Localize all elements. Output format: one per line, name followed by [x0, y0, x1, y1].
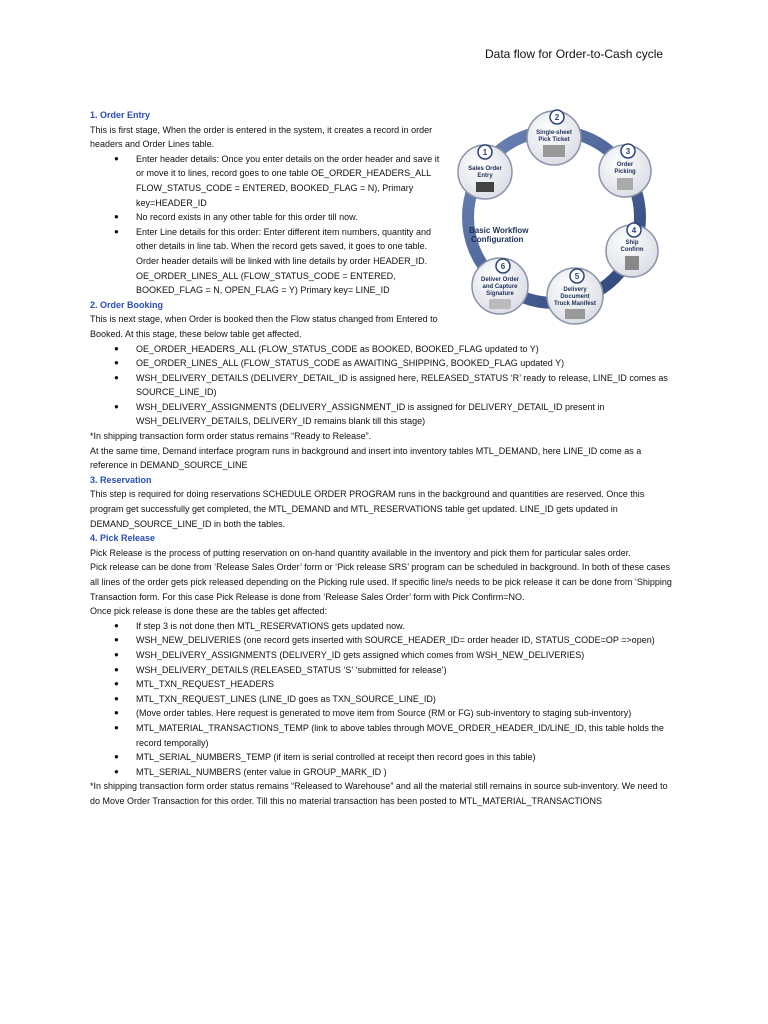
svg-text:Entry: Entry	[477, 173, 493, 179]
section-heading: 2. Order Booking	[90, 299, 164, 310]
list-item: ● WSH_DELIVERY_DETAILS (RELEASED_STATUS ‘S’ ‘submitted for release’)	[136, 663, 680, 678]
svg-text:Truck Manifest: Truck Manifest	[553, 301, 597, 307]
list-item: ● WSH_DELIVERY_DETAILS (DELIVERY_DETAIL_ID is assigned here, RELEASED_STATUS ‘R’ ready to release, LINE_ID comes as SOURCE_LINE_ID)	[136, 371, 680, 400]
list-item: ● (Move order tables. Here request is generated to move item from Source (RM or FG) sub-inventory to staging sub-inventory)	[136, 706, 680, 721]
svg-text:Signature: Signature	[486, 291, 514, 297]
svg-text:1: 1	[482, 148, 488, 157]
svg-text:Picking: Picking	[614, 169, 636, 175]
list-item: ● MTL_SERIAL_NUMBERS_TEMP (if item is serial controlled at receipt then record goes in this table)	[136, 750, 680, 765]
svg-text:2: 2	[554, 113, 560, 122]
list-item: ● Enter header details: Once you enter details on the order header and save it or move it to lines, record goes to one table OE_ORDER_HEADERS_ALL FLOW_STATUS_CODE = ENTERED, BOOKED_FLAG = N), Primary key=HEADER_ID	[136, 152, 442, 210]
paragraph: This is next stage, when Order is booked then the Flow status changed from Entered to Booked. At this stage, these below table get affected.	[90, 314, 438, 339]
list-item: ● MTL_TXN_REQUEST_HEADERS	[136, 677, 680, 692]
section-heading: 1. Order Entry	[90, 110, 151, 120]
list-item: ● WSH_DELIVERY_ASSIGNMENTS (DELIVERY_ASSIGNMENT_ID is assigned for DELIVERY_DETAIL_ID present in WSH_DELIVERY_DETAILS, DELIVERY_ID remains blank till this stage)	[136, 400, 680, 429]
svg-text:and Capture: and Capture	[482, 284, 518, 290]
list-item: ● MTL_MATERIAL_TRANSACTIONS_TEMP (link to above tables through MOVE_ORDER_HEADER_ID/LINE_ID, this table holds the record temporally)	[136, 721, 680, 750]
list-item: ● No record exists in any other table for this order till now.	[136, 210, 442, 225]
list-item: ● WSH_DELIVERY_ASSIGNMENTS (DELIVERY_ID gets assigned which comes from WSH_NEW_DELIVERIES)	[136, 648, 680, 663]
bullet-list	[90, 342, 680, 430]
section-pick-release	[90, 531, 680, 808]
svg-text:Pick Ticket: Pick Ticket	[538, 137, 570, 143]
paragraph: This step is required for doing reservations SCHEDULE ORDER PROGRAM runs in the background and quantities are reserved. Once this program get successfully get completed, the MTL_DEMAND and MTL_RESERVATIONS table get updated. LINE_ID gets updated in DEMAND_SOURCE_LINE_ID in both the tables.	[90, 489, 645, 529]
bullet-list	[90, 619, 680, 780]
paragraph: *In shipping transaction form order status remains “Released to Warehouse” and all the material still remains in source sub-inventory. We need to do Move Order Transaction for this order. Till this no material transaction has been posted to MTL_MATERIAL_TRANSACTIONS	[90, 781, 668, 806]
svg-text:Sales Order: Sales Order	[468, 166, 502, 172]
svg-text:Document: Document	[560, 294, 590, 300]
list-item: ● OE_ORDER_HEADERS_ALL (FLOW_STATUS_CODE as BOOKED, BOOKED_FLAG updated to Y)	[136, 342, 680, 357]
document-body	[90, 108, 680, 809]
page-title: Data flow for Order-to-Cash cycle	[485, 47, 664, 61]
center-label-1: Basic Workflow	[469, 226, 529, 235]
paragraph: At the same time, Demand interface program runs in background and insert into inventory tables MTL_DEMAND, here LINE_ID come as a reference in DEMAND_SOURCE_LINE	[90, 445, 642, 471]
section-order-booking	[90, 342, 680, 473]
section-reservation	[90, 473, 680, 531]
bullet-list	[90, 152, 442, 298]
svg-text:3: 3	[625, 147, 631, 156]
list-item: ● OE_ORDER_LINES_ALL (FLOW_STATUS_CODE as AWAITING_SHIPPING, BOOKED_FLAG updated Y)	[136, 356, 680, 371]
paragraph: This is first stage, When the order is entered in the system, it creates a record in order headers and Order Lines table.	[90, 124, 433, 150]
section-heading: 4. Pick Release	[90, 533, 156, 544]
paragraph: Pick release can be done from ‘Release Sales Order’ form or ‘Pick release SRS’ program can be scheduled in background. In both of these cases all lines of the order gets pick released depending on the Picking rule used. If specific line/s needs to be pick release it can be done from ‘Shipping Transaction form. For this case Pick Release is done from ‘Release Sales Order’ form with Pick Confirm=NO.	[90, 562, 672, 602]
list-item: ● If step 3 is not done then MTL_RESERVATIONS gets updated now.	[136, 619, 680, 634]
paragraph: *In shipping transaction form order status remains “Ready to Release”.	[90, 431, 372, 442]
section-heading: 3. Reservation	[90, 474, 152, 485]
svg-text:5: 5	[574, 272, 580, 281]
svg-text:4: 4	[631, 226, 637, 235]
section-order-entry	[90, 108, 442, 342]
svg-text:Confirm: Confirm	[620, 247, 644, 253]
svg-text:Order: Order	[616, 162, 634, 168]
paragraph: Once pick release is done these are the tables get affected:	[90, 606, 327, 617]
paragraph: Pick Release is the process of putting reservation on on-hand quantity available in the inventory and pick them for particular sales order.	[90, 547, 631, 558]
list-item: ● MTL_TXN_REQUEST_LINES (LINE_ID goes as TXN_SOURCE_LINE_ID)	[136, 692, 680, 707]
svg-text:Deliver Order: Deliver Order	[480, 277, 520, 283]
center-label-2: Configuration	[471, 235, 524, 244]
svg-text:Single-sheet: Single-sheet	[536, 130, 572, 136]
list-item: ● Enter Line details for this order: Enter different item numbers, quantity and other details in line tab. When the record gets saved, it goes to one table. Order header details will be linked with line details by order HEADER_ID. OE_ORDER_LINES_ALL (FLOW_STATUS_CODE = ENTERED, BOOKED_FLAG = N, OPEN_FLAG = Y) Primary key= LINE_ID	[136, 225, 442, 298]
svg-text:Ship: Ship	[625, 240, 639, 246]
list-item: ● MTL_SERIAL_NUMBERS (enter value in GROUP_MARK_ID )	[136, 765, 680, 780]
list-item: ● WSH_NEW_DELIVERIES (one record gets inserted with SOURCE_HEADER_ID= order header ID, STATUS_CODE=OP =>open)	[136, 633, 680, 648]
svg-text:6: 6	[500, 262, 506, 271]
svg-text:Delivery: Delivery	[563, 287, 587, 293]
